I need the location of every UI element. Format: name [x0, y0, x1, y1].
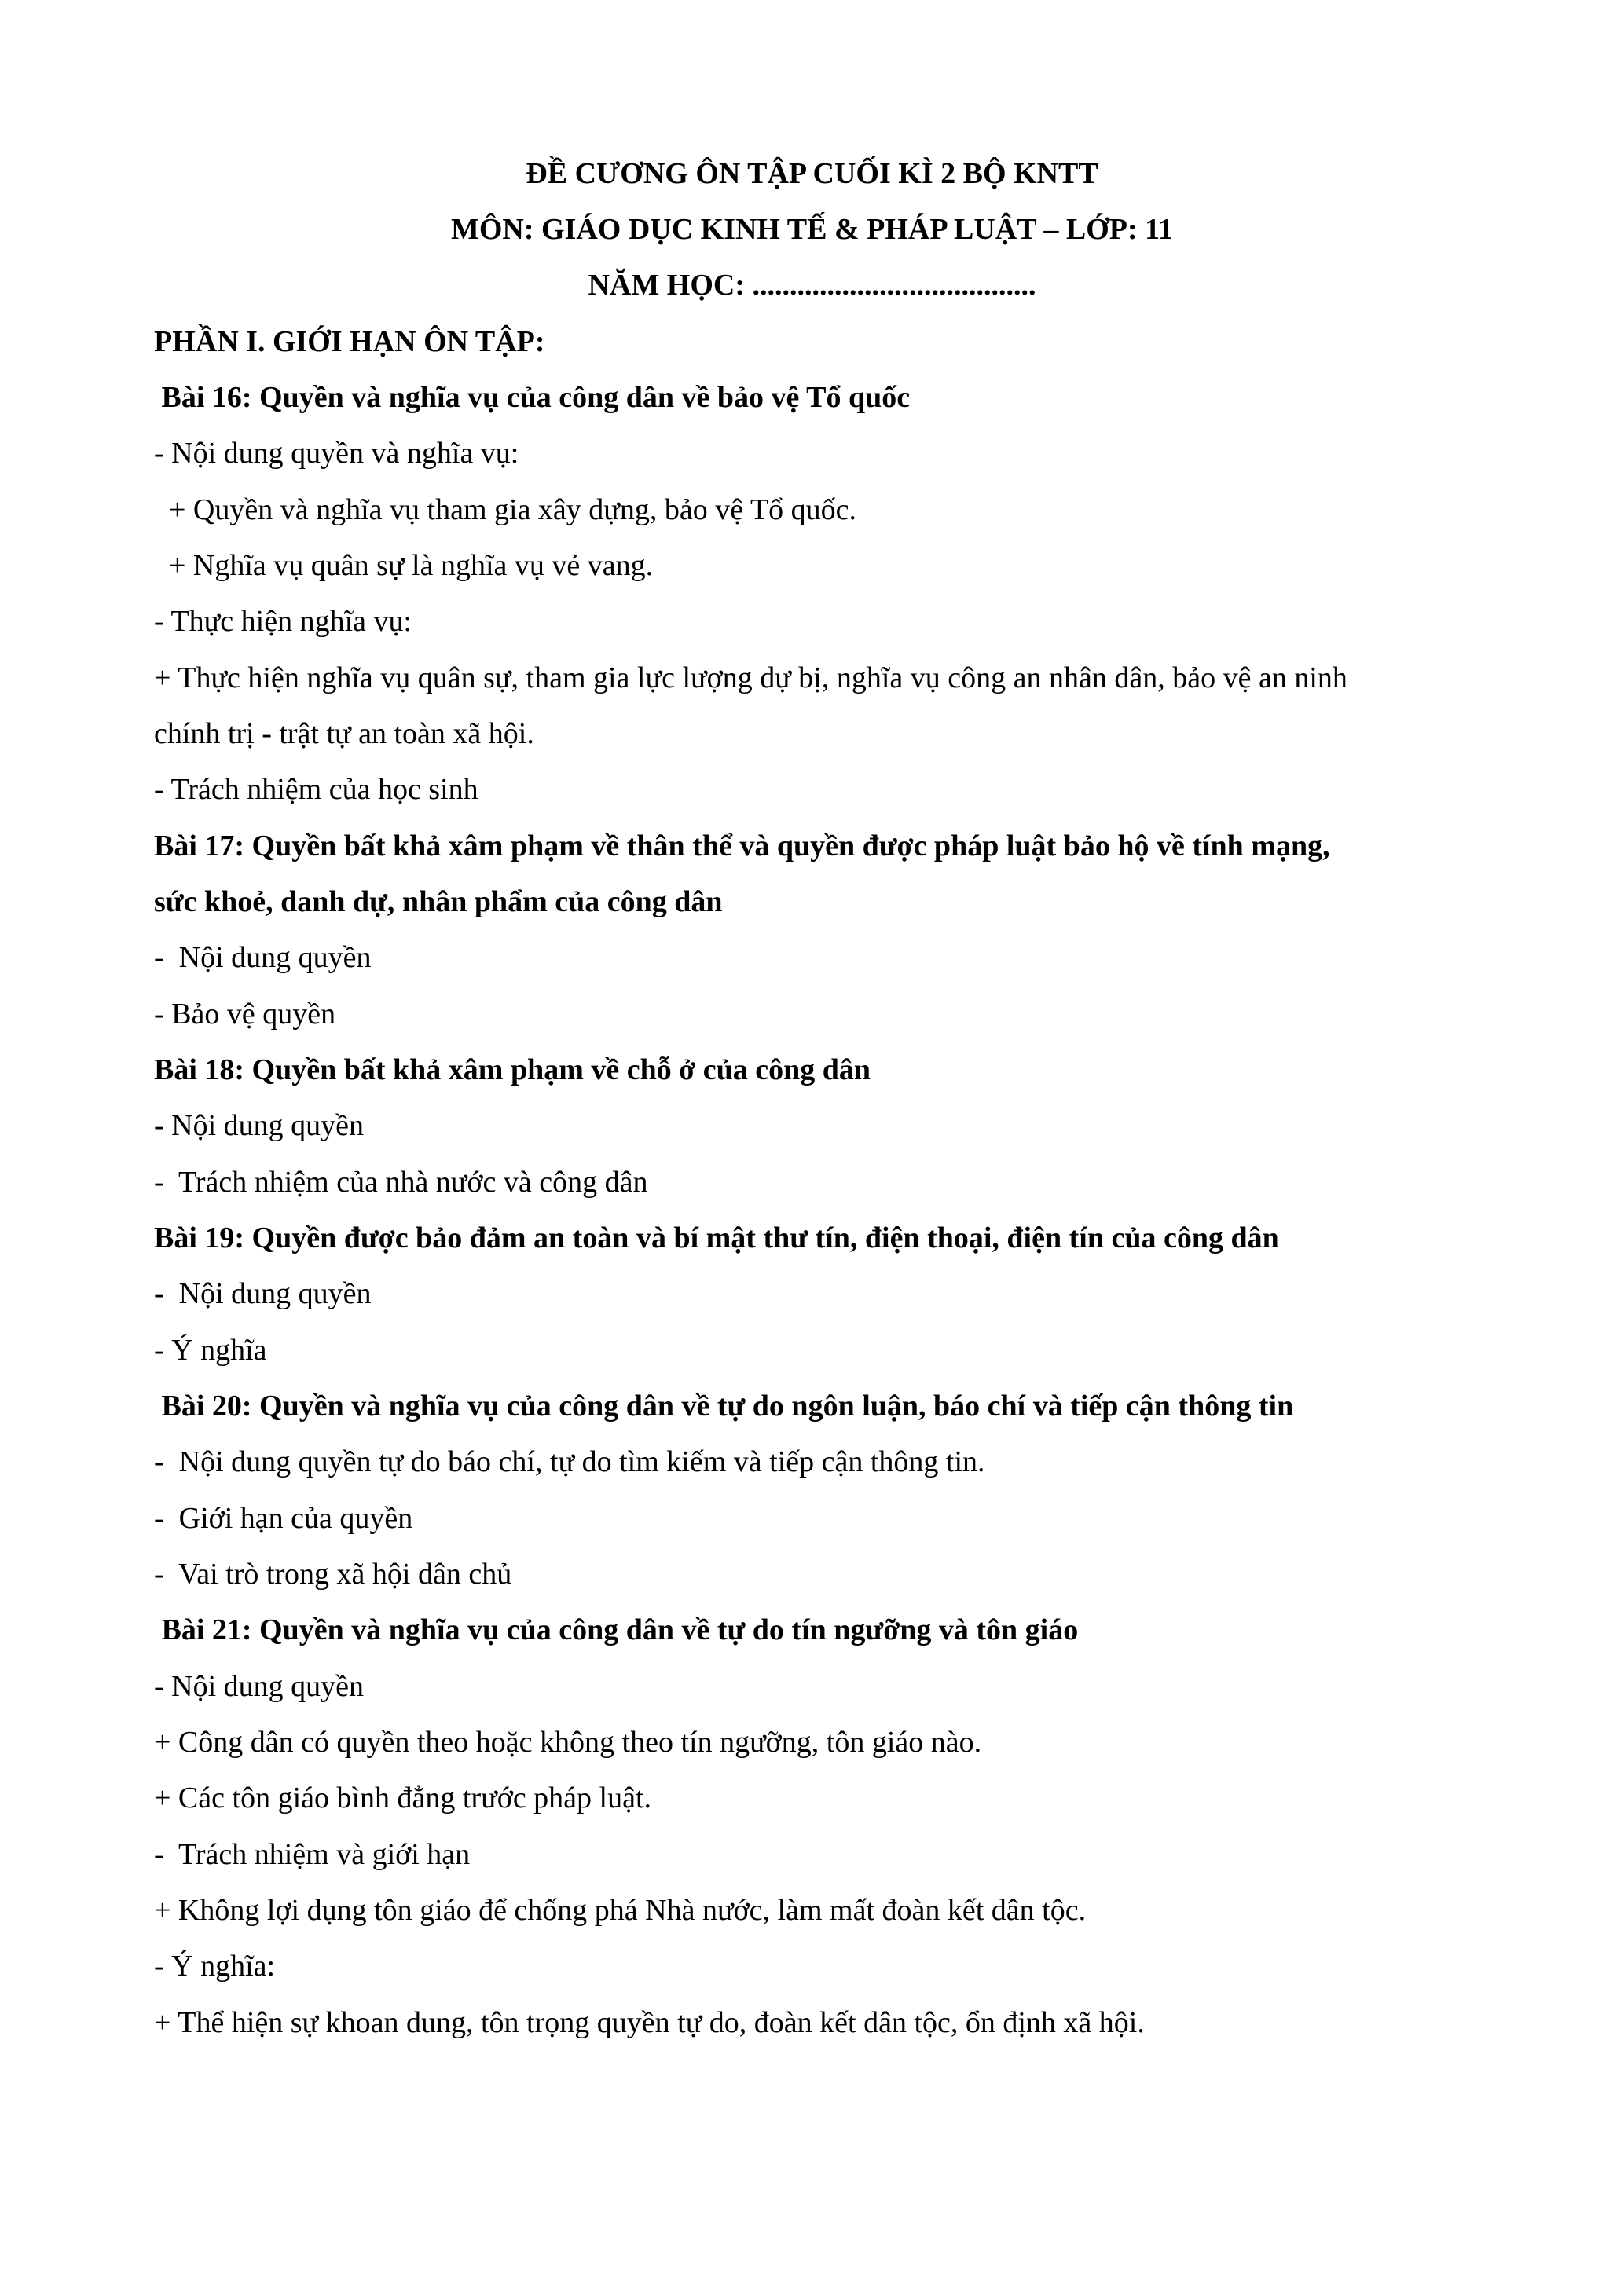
list-item: - Bảo vệ quyền — [154, 998, 336, 1031]
document-subject: MÔN: GIÁO DỤC KINH TẾ & PHÁP LUẬT – LỚP: 11 — [450, 213, 1174, 246]
lesson-heading-16: Bài 16: Quyền và nghĩa vụ của công dân về bảo vệ Tổ quốc — [154, 381, 911, 414]
lesson-heading-18: Bài 18: Quyền bất khả xâm phạm về chỗ ở của công dân — [154, 1053, 871, 1086]
lesson-heading-19: Bài 19: Quyền được bảo đảm an toàn và bí mật thư tín, điện thoại, điện tín của công dân — [154, 1221, 1279, 1254]
list-item: + Công dân có quyền theo hoặc không theo tín ngưỡng, tôn giáo nào. — [154, 1726, 982, 1759]
lesson-heading-17-continuation: sức khoẻ, danh dự, nhân phẩm của công dân — [154, 885, 723, 918]
list-item: + Không lợi dụng tôn giáo để chống phá Nhà nước, làm mất đoàn kết dân tộc. — [154, 1894, 1087, 1927]
list-item: - Trách nhiệm của nhà nước và công dân — [154, 1166, 648, 1199]
document-title: ĐỀ CƯƠNG ÔN TẬP CUỐI KÌ 2 BỘ KNTT — [526, 157, 1098, 190]
list-item: + Nghĩa vụ quân sự là nghĩa vụ vẻ vang. — [154, 549, 654, 582]
lesson-heading-20: Bài 20: Quyền và nghĩa vụ của công dân về tự do ngôn luận, báo chí và tiếp cận thông tin — [154, 1390, 1294, 1423]
list-item: - Nội dung quyền — [154, 941, 372, 974]
list-item: + Quyền và nghĩa vụ tham gia xây dựng, bảo vệ Tổ quốc. — [154, 493, 857, 526]
list-item: - Ý nghĩa — [154, 1334, 267, 1367]
list-item: - Nội dung quyền — [154, 1109, 365, 1142]
list-item: - Nội dung quyền tự do báo chí, tự do tìm kiếm và tiếp cận thông tin. — [154, 1445, 985, 1478]
list-item: - Vai trò trong xã hội dân chủ — [154, 1558, 512, 1591]
list-item: + Thể hiện sự khoan dung, tôn trọng quyền tự do, đoàn kết dân tộc, ổn định xã hội. — [154, 2006, 1145, 2039]
list-item: - Trách nhiệm của học sinh — [154, 773, 478, 806]
list-item: - Trách nhiệm và giới hạn — [154, 1838, 471, 1871]
section-heading: PHẦN I. GIỚI HẠN ÔN TẬP: — [154, 325, 545, 358]
list-item: + Thực hiện nghĩa vụ quân sự, tham gia lực lượng dự bị, nghĩa vụ công an nhân dân, bảo vệ an ninh — [154, 661, 1347, 694]
list-item: - Thực hiện nghĩa vụ: — [154, 605, 412, 638]
lesson-heading-21: Bài 21: Quyền và nghĩa vụ của công dân về tự do tín ngưỡng và tôn giáo — [154, 1613, 1079, 1646]
list-item: - Nội dung quyền và nghĩa vụ: — [154, 437, 519, 470]
lesson-heading-17: Bài 17: Quyền bất khả xâm phạm về thân thể và quyền được pháp luật bảo hộ về tính mạng, — [154, 829, 1330, 862]
list-item: - Giới hạn của quyền — [154, 1502, 413, 1535]
document-school-year: NĂM HỌC: ...................................... — [588, 269, 1036, 302]
list-item: - Ý nghĩa: — [154, 1950, 276, 1983]
list-item: - Nội dung quyền — [154, 1670, 365, 1703]
list-item: + Các tôn giáo bình đẳng trước pháp luật. — [154, 1782, 652, 1814]
list-item-continuation: chính trị - trật tự an toàn xã hội. — [154, 717, 534, 750]
list-item: - Nội dung quyền — [154, 1277, 372, 1310]
